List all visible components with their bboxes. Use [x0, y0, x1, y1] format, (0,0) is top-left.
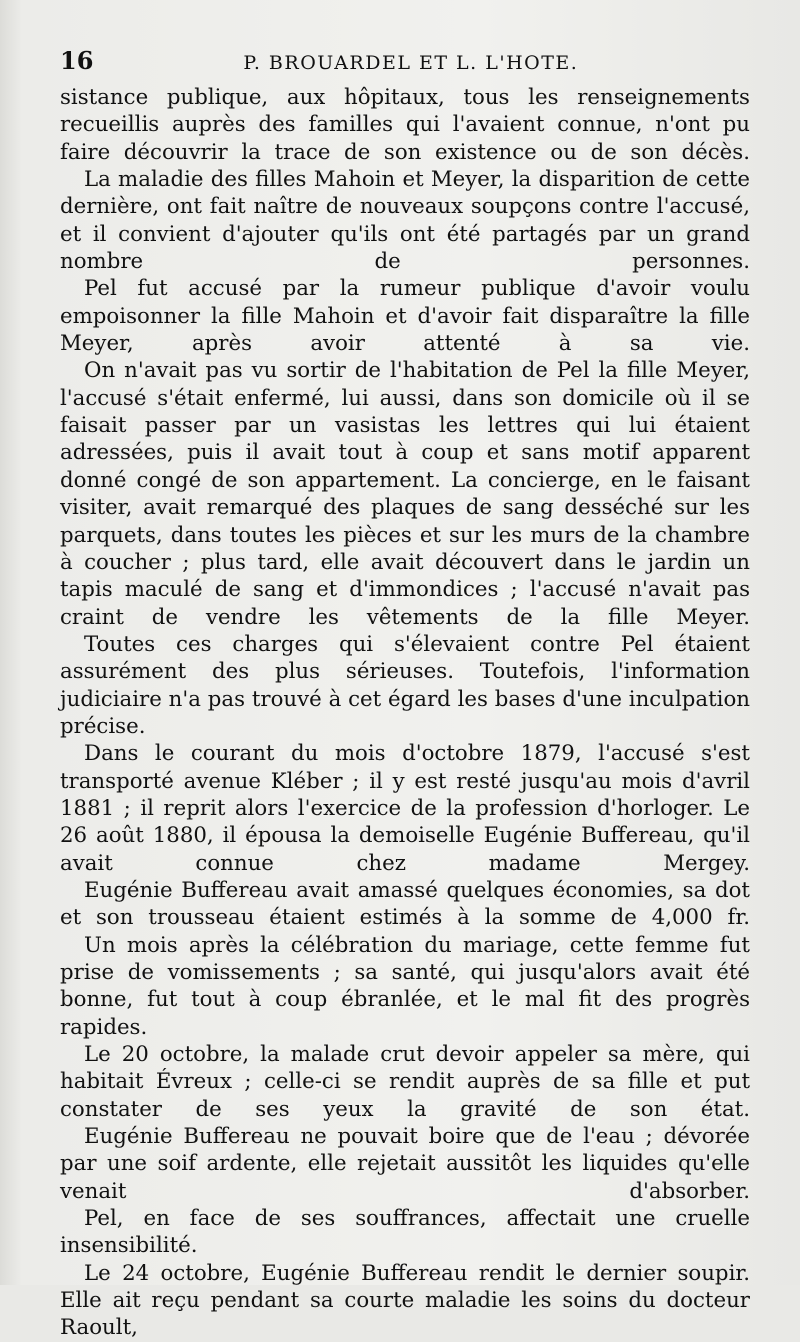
paragraph: La maladie des filles Mahoin et Meyer, la disparition de cette dernière, ont fait naître de nouveaux soupçons contre l'accusé, et il convient d'ajouter qu'ils ont été partagés par un grand nombre de personnes. — [60, 167, 750, 275]
paragraph: Pel fut accusé par la rumeur publique d'avoir voulu empoisonner la fille Mahoin et d'avoir fait disparaître la fille Meyer, après avoir attenté à sa vie. — [60, 276, 750, 357]
paragraph: Un mois après la célébration du mariage, cette femme fut prise de vomissements ; sa santé, qui jusqu'alors avait été bonne, fut tout à coup ébranlée, et le mal fit des progrès rapides. — [60, 932, 750, 1040]
paragraph: sistance publique, aux hôpitaux, tous les renseignements recueillis auprès des familles qui l'avaient connue, n'ont pu faire découvrir la trace de son existence ou de son décès. — [60, 85, 750, 165]
paragraph: On n'avait pas vu sortir de l'habitation de Pel la fille Meyer, l'accusé s'était enfermé, lui aussi, dans son domicile où il se faisait passer par un vasistas les lettres qui lui étaient adressées, puis il avait tout à coup et sans motif apparent donné congé de son appartement. La concierge, en le faisant visiter, avait remarqué des plaques de sang desséché sur les parquets, dans toutes les pièces et sur les murs de la chambre à coucher ; plus tard, elle avait découvert dans le jardin un tapis maculé de sang et d'immondices ; l'accusé n'avait pas craint de vendre les vêtements de la fille Meyer. — [60, 358, 750, 630]
paragraph: Pel, en face de ses souffrances, affectait une cruelle insensibilité. — [60, 1206, 750, 1259]
paragraph: Toutes ces charges qui s'élevaient contre Pel étaient assurément des plus sérieuses. Toutefois, l'information judiciaire n'a pas trouvé à cet égard les bases d'une inculpation précise. — [60, 631, 750, 739]
page-number: 16 — [60, 46, 94, 75]
paragraph: Le 20 octobre, la malade crut devoir appeler sa mère, qui habitait Évreux ; celle-ci se rendit auprès de sa fille et put constater de ses yeux la gravité de son état. — [60, 1042, 750, 1122]
running-head: P. BROUARDEL ET L. L'HOTE. — [243, 52, 579, 74]
paragraph: Eugénie Buffereau avait amassé quelques économies, sa dot et son trousseau étaient estimés à la somme de 4,000 fr. — [60, 877, 750, 931]
paragraph: Eugénie Buffereau ne pouvait boire que de l'eau ; dévorée par une soif ardente, elle rejetait aussitôt les liquides qu'elle venait d'absorber. — [60, 1124, 750, 1204]
paragraph: Le 24 octobre, Eugénie Buffereau rendit le dernier soupir. Elle ait reçu pendant sa courte maladie les soins du docteur Raoult, — [60, 1260, 750, 1341]
paragraph: Dans le courant du mois d'octobre 1879, l'accusé s'est transporté avenue Kléber ; il y est resté jusqu'au mois d'avril 1881 ; il reprit alors l'exercice de la profession d'horloger. Le 26 août 1880, il épousa la demoiselle Eugénie Buffereau, qu'il avait connue chez madame Mergey. — [60, 741, 750, 876]
body-text — [60, 84, 750, 1342]
page-header — [60, 46, 736, 80]
